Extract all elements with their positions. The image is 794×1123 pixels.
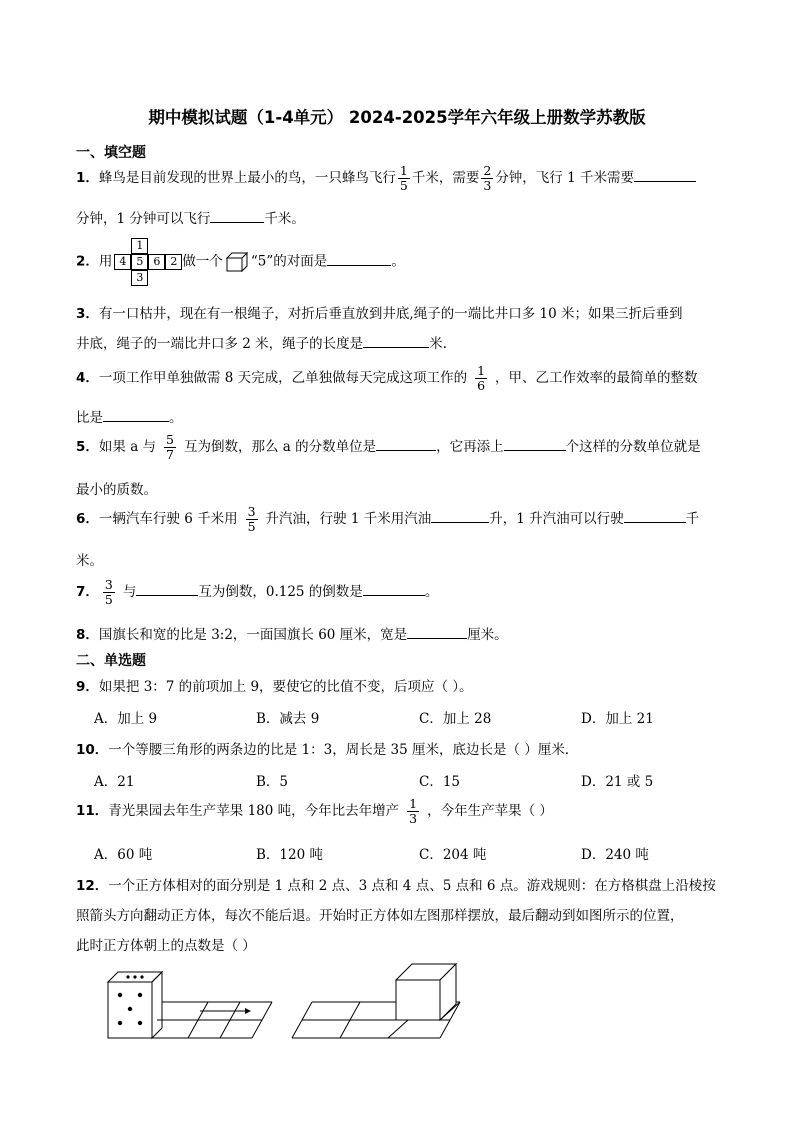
question-text: 厘米。: [467, 627, 508, 643]
question-text: 一项工作甲单独做需 8 天完成，乙单独做每天完成这项工作的: [98, 370, 468, 386]
answer-blank[interactable]: [624, 510, 686, 523]
section-heading-single-choice: 二、单选题: [76, 653, 146, 669]
option-a[interactable]: A．21: [94, 774, 135, 790]
small-cube-icon: [225, 251, 249, 273]
question-text: 有一口枯井，现在有一根绳子，对折后垂直放到井底,绳子的一端比井口多 10 米；如果三折后垂到: [98, 306, 683, 322]
option-a[interactable]: A．60 吨: [94, 847, 153, 863]
question-text: ，甲、乙工作效率的最简单的整数: [495, 370, 698, 386]
question-text: 升，1 升汽油可以行驶: [489, 511, 624, 527]
fraction: $\frac{3}{5}$: [247, 504, 256, 534]
option-b[interactable]: B．减去 9: [256, 711, 320, 727]
fraction: $\frac{2}{3}$: [483, 163, 492, 193]
net-cell: 5: [131, 254, 148, 270]
question-8-line: [76, 623, 508, 643]
question-text: 米。: [76, 553, 103, 569]
right-board-figure: [292, 964, 460, 1038]
question-number: 8．: [76, 627, 99, 643]
section-heading-fill-in: 一、填空题: [76, 145, 146, 161]
question-number: 9．: [76, 679, 99, 695]
answer-blank[interactable]: [376, 438, 436, 451]
question-text: 千米，需要: [411, 170, 480, 186]
question-text: 青光果园去年生产苹果 180 吨，今年比去年增产: [108, 803, 400, 819]
question-text: 千: [685, 511, 700, 527]
option-c[interactable]: C．204 吨: [419, 847, 487, 863]
question-number: 1．: [76, 170, 99, 186]
question-number: 3．: [76, 306, 99, 322]
question-text: 。: [169, 410, 183, 426]
question-9-line: [76, 675, 473, 695]
fraction: $\frac{1}{5}$: [399, 163, 408, 193]
question-3-line-1: [76, 302, 682, 322]
question-text: 。: [391, 253, 405, 270]
question-1-line-1: [76, 164, 696, 193]
option-c[interactable]: C．15: [419, 774, 461, 790]
fraction: $\frac{1}{6}$: [477, 363, 486, 393]
option-d[interactable]: D．21 或 5: [581, 774, 654, 790]
option-a[interactable]: A．加上 9: [94, 711, 158, 727]
question-text: 一个正方体相对的面分别是 1 点和 2 点、3 点和 4 点、5 点和 6 点。游戏规则：在方格棋盘上沿棱按: [108, 878, 716, 894]
option-d[interactable]: D．加上 21: [581, 711, 654, 727]
question-text: 分钟，飞行 1 千米需要: [495, 170, 634, 186]
question-5-line-1: [76, 433, 701, 462]
question-text: 做一个: [182, 253, 223, 270]
net-cell: 2: [165, 254, 182, 270]
left-board-figure: [108, 972, 272, 1038]
question-10-line: [76, 738, 578, 758]
question-12-line-1: [76, 874, 716, 894]
answer-blank[interactable]: [210, 210, 264, 223]
net-cell: 3: [131, 270, 148, 286]
fraction: $\frac{5}{7}$: [166, 432, 174, 462]
option-d[interactable]: D．240 吨: [581, 847, 649, 863]
answer-blank[interactable]: [103, 409, 169, 422]
question-number: 6．: [76, 511, 99, 527]
question-text: 比是: [76, 410, 103, 426]
question-4-line-2: [76, 406, 183, 426]
question-3-line-2: [76, 332, 447, 352]
question-text: 此时正方体朝上的点数是（ ）: [76, 938, 256, 954]
question-11-line: [76, 797, 553, 826]
answer-blank[interactable]: [327, 253, 391, 266]
net-cell: 4: [114, 254, 131, 270]
dice-board-figures: [100, 960, 700, 1042]
question-text: 如果把 3：7 的前项加上 9，要使它的比值不变，后项应（ ）。: [98, 679, 473, 695]
answer-blank[interactable]: [431, 510, 489, 523]
question-text: 一辆汽车行驶 6 千米用: [98, 511, 238, 527]
question-text: 最小的质数。: [76, 482, 157, 498]
question-text: 与: [122, 584, 137, 600]
question-text: ，它再添上: [436, 439, 504, 455]
question-text: 蜂鸟是目前发现的世界上最小的鸟，一只蜂鸟飞行: [98, 170, 396, 186]
question-text: 米.: [429, 336, 447, 352]
fraction: $\frac{3}{5}$: [104, 577, 113, 607]
option-b[interactable]: B．120 吨: [256, 847, 323, 863]
question-6-line-1: [76, 505, 699, 534]
question-12-line-3: [76, 934, 256, 954]
question-text: 千米。: [264, 211, 305, 227]
question-text: 。: [424, 584, 439, 600]
question-text: 互为倒数，0.125 的倒数是: [198, 584, 363, 600]
question-text: 用: [98, 253, 113, 270]
question-1-line-2: [76, 207, 305, 227]
net-cell: 6: [148, 254, 165, 270]
page-title: 期中模拟试题（1-4单元） 2024-2025学年六年级上册数学苏教版: [148, 108, 646, 127]
question-number: 4．: [76, 370, 99, 386]
question-number: 12．: [76, 878, 109, 894]
answer-blank[interactable]: [136, 583, 198, 596]
question-text: ，今年生产苹果（ ）: [427, 803, 553, 819]
answer-blank[interactable]: [363, 583, 425, 596]
question-4-line-1: [76, 364, 698, 393]
answer-blank[interactable]: [407, 626, 467, 639]
question-number: 10．: [76, 742, 109, 758]
question-7-line: [76, 578, 438, 607]
question-text: 分钟，1 分钟可以飞行: [76, 211, 211, 227]
question-text: 升汽油，行驶 1 千米用汽油: [265, 511, 432, 527]
option-c[interactable]: C．加上 28: [419, 711, 492, 727]
cube-net-diagram: [114, 238, 180, 286]
question-number: 11．: [76, 803, 109, 819]
question-6-line-2: [76, 549, 103, 569]
question-text: 照箭头方向翻动正方体，每次不能后退。开始时正方体如左图那样摆放，最后翻动到如图所示的位置，: [76, 908, 684, 924]
question-12-line-2: [76, 904, 684, 924]
question-text: 井底，绳子的一端比井口多 2 米，绳子的长度是: [76, 336, 364, 352]
question-number: 7．: [76, 584, 99, 600]
question-number: 2．: [76, 253, 99, 270]
fraction: $\frac{1}{3}$: [409, 796, 418, 826]
question-text: 个这样的分数单位就是: [565, 439, 701, 455]
answer-blank[interactable]: [363, 335, 429, 348]
option-b[interactable]: B．5: [256, 774, 289, 790]
question-text: 一个等腰三角形的两条边的比是 1：3，周长是 35 厘米，底边长是（ ）厘米．: [108, 742, 579, 758]
answer-blank[interactable]: [504, 438, 566, 451]
question-text: “5”的对面是: [250, 253, 328, 270]
question-number: 5．: [76, 439, 99, 455]
question-text: 互为倒数，那么 a 的分数单位是: [184, 439, 377, 455]
question-2-line: [76, 238, 405, 286]
question-text: 如果 a 与: [98, 439, 157, 455]
question-5-line-2: [76, 478, 157, 498]
answer-blank[interactable]: [634, 169, 696, 182]
net-cell: 1: [131, 238, 148, 254]
question-text: 国旗长和宽的比是 3:2，一面国旗长 60 厘米，宽是: [98, 627, 408, 643]
